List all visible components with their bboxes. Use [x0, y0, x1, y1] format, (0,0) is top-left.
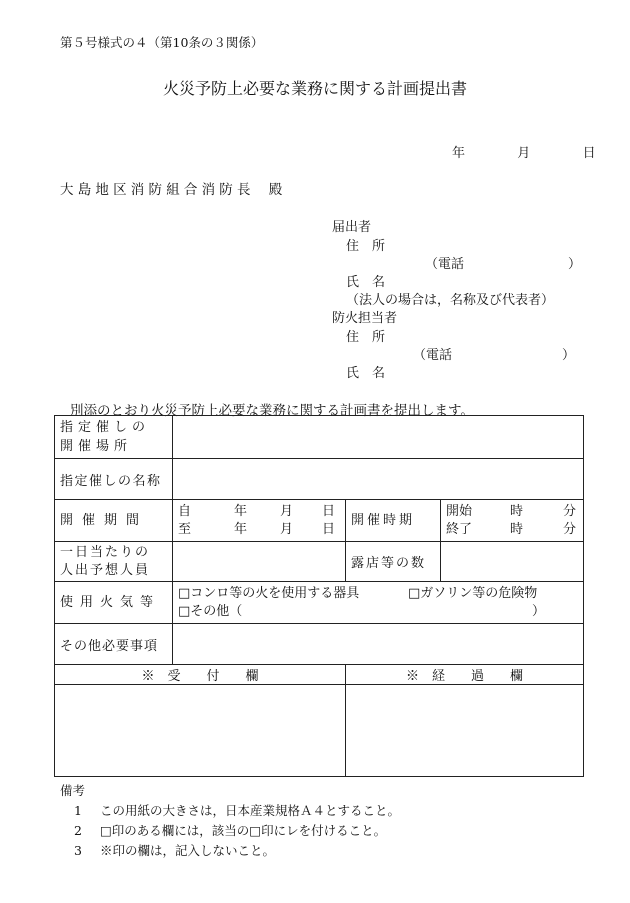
progress-field	[346, 685, 584, 777]
venue-label-line2: 開催場所	[60, 439, 133, 454]
to-label: 至	[178, 521, 192, 537]
end-label: 終了	[446, 521, 473, 537]
attendance-label	[55, 542, 173, 582]
remark-text: この用紙の大きさは，日本産業規格Ａ４とすること。	[100, 803, 401, 818]
fire-manager-address-label[interactable]: 住 所	[346, 330, 386, 345]
remarks-heading: 備考	[60, 783, 86, 798]
from-year: 年	[234, 503, 248, 519]
from-label: 自	[178, 503, 192, 519]
venue-label	[55, 416, 173, 459]
reception-field	[55, 685, 346, 777]
start-minute: 分	[563, 503, 577, 519]
submitter-phone-close: ）	[568, 257, 582, 272]
remark-item	[60, 801, 400, 821]
event-name-label: 指定催しの名称	[55, 459, 173, 500]
start-label: 開始	[446, 503, 473, 519]
time-label: 開催時期	[346, 500, 441, 542]
attendance-label-line2: 人出予想人員	[60, 562, 151, 578]
venue-field[interactable]	[173, 416, 584, 459]
attendance-field[interactable]	[173, 542, 346, 582]
other-matters-row	[55, 624, 584, 665]
event-name-row	[55, 459, 584, 500]
submitter-phone-label[interactable]: （電話	[425, 257, 465, 272]
to-month: 月	[280, 521, 294, 537]
other-matters-field[interactable]	[173, 624, 584, 665]
progress-header: ※ 経 過 欄	[346, 665, 584, 685]
addressee-honorific: 殿	[268, 182, 283, 198]
checkbox-gasoline[interactable]: □ガソリン等の危険物	[408, 585, 538, 601]
other-matters-label: その他必要事項	[55, 624, 173, 665]
stalls-label: 露店等の数	[346, 542, 441, 582]
date-day-label: 日	[582, 146, 596, 161]
period-label: 開催期間	[55, 500, 173, 542]
fire-manager-phone-label[interactable]: （電話	[413, 348, 453, 363]
remark-item	[60, 841, 400, 861]
plan-form-table	[54, 415, 584, 777]
submitter-name-label[interactable]: 氏 名	[346, 275, 386, 290]
time-field[interactable]	[441, 500, 584, 542]
submitter-heading: 届出者	[332, 220, 372, 235]
remark-text: □印のある欄には，該当の□印にレを付けること。	[100, 823, 387, 838]
date-year-label: 年	[452, 146, 466, 161]
fire-manager-heading: 防火担当者	[332, 311, 398, 326]
remarks	[60, 781, 400, 861]
submission-date[interactable]	[452, 142, 596, 161]
submitter-corporate-note: （法人の場合は，名称及び代表者）	[346, 293, 555, 308]
attendance-row	[55, 542, 584, 582]
stalls-field[interactable]	[441, 542, 584, 582]
start-hour: 時	[510, 503, 524, 519]
remark-text: ※印の欄は，記入しないこと。	[100, 843, 276, 858]
remark-number: 1	[74, 803, 82, 818]
remark-number: 3	[74, 843, 82, 858]
time-end[interactable]	[446, 521, 578, 539]
addressee-name: 大島地区消防組合消防長	[60, 182, 255, 198]
fire-manager-phone-close: ）	[562, 348, 576, 363]
period-field[interactable]	[173, 500, 346, 542]
end-hour: 時	[510, 521, 524, 537]
fire-use-field	[173, 582, 584, 624]
period-from[interactable]	[178, 503, 340, 521]
event-name-field[interactable]	[173, 459, 584, 500]
addressee	[60, 178, 282, 198]
to-day: 日	[322, 521, 336, 537]
venue-row	[55, 416, 584, 459]
venue-label-line1: 指定催しの	[60, 420, 151, 435]
period-row	[55, 500, 584, 542]
fire-use-row	[55, 582, 584, 624]
office-use-row	[55, 685, 584, 777]
to-year: 年	[234, 521, 248, 537]
from-day: 日	[322, 503, 336, 519]
office-use-header-row	[55, 665, 584, 685]
end-minute: 分	[563, 521, 577, 537]
form-number: 第５号様式の４（第10条の３関係）	[60, 35, 264, 50]
document-title: 火災予防上必要な業務に関する計画提出書	[162, 79, 467, 98]
time-start[interactable]	[446, 503, 578, 521]
remark-item	[60, 821, 400, 841]
reception-header: ※ 受 付 欄	[55, 665, 346, 685]
period-to[interactable]	[178, 521, 340, 539]
remark-number: 2	[74, 823, 82, 838]
date-month-label: 月	[517, 146, 531, 161]
attendance-label-line1: 一日当たりの	[60, 544, 151, 560]
checkbox-stove[interactable]: □コンロ等の火を使用する器具	[178, 585, 360, 601]
submitter-address-label[interactable]: 住 所	[346, 239, 386, 254]
checkbox-other-close: ）	[532, 603, 546, 619]
fire-manager-name-label[interactable]: 氏 名	[346, 366, 386, 381]
fire-use-label: 使用火気等	[55, 582, 173, 624]
checkbox-other[interactable]: □その他（	[178, 603, 243, 619]
intro-text: 別添のとおり火災予防上必要な業務に関する計画書を提出します。	[70, 403, 474, 419]
from-month: 月	[280, 503, 294, 519]
